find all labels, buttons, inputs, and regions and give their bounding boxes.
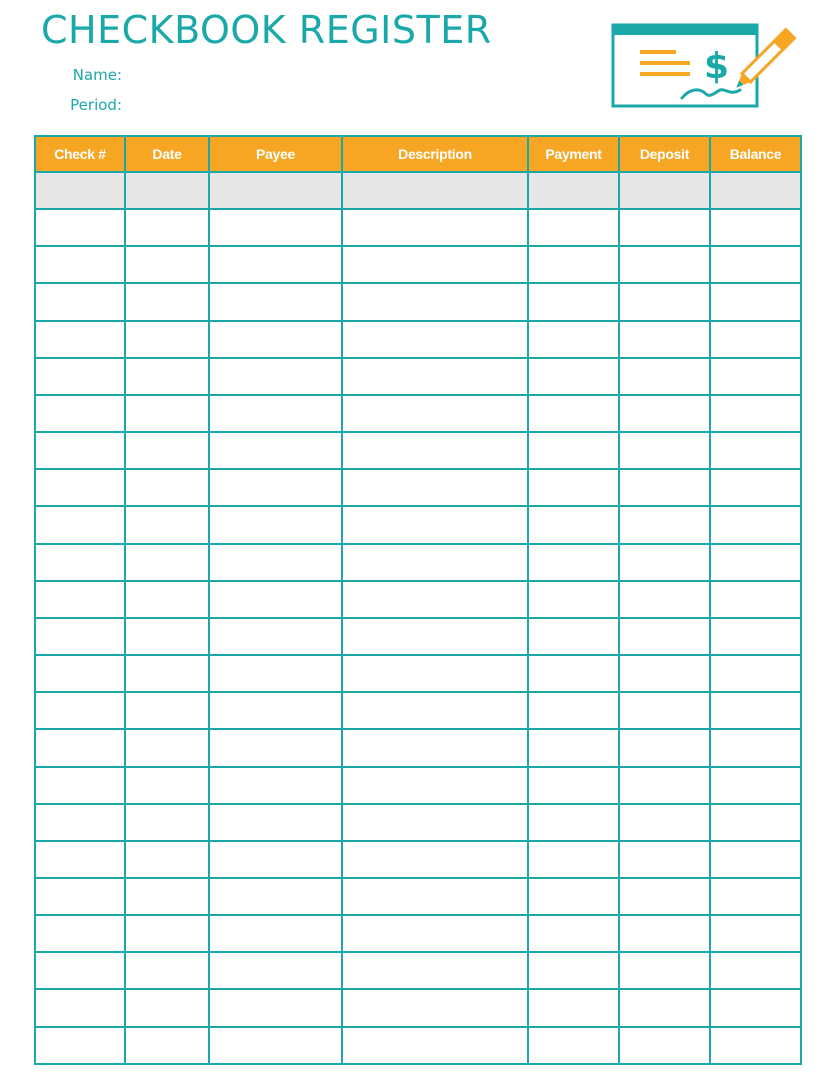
table-cell[interactable]	[125, 841, 209, 878]
table-cell[interactable]	[35, 283, 125, 320]
table-cell[interactable]	[125, 246, 209, 283]
table-cell[interactable]	[619, 172, 710, 209]
table-row	[35, 767, 801, 804]
table-cell[interactable]	[209, 544, 342, 581]
table-cell[interactable]	[342, 581, 528, 618]
table-cell[interactable]	[710, 841, 801, 878]
table-cell[interactable]	[528, 952, 619, 989]
table-row	[35, 915, 801, 952]
table-cell[interactable]	[619, 469, 710, 506]
table-cell[interactable]	[619, 506, 710, 543]
table-cell[interactable]	[619, 767, 710, 804]
register-body	[35, 172, 801, 1064]
table-cell[interactable]	[125, 989, 209, 1026]
table-cell[interactable]	[710, 878, 801, 915]
table-cell[interactable]	[710, 729, 801, 766]
table-cell[interactable]	[528, 283, 619, 320]
column-header-check-number: Check #	[35, 136, 125, 172]
table-cell[interactable]	[35, 209, 125, 246]
table-cell[interactable]	[619, 321, 710, 358]
table-cell[interactable]	[342, 915, 528, 952]
table-cell[interactable]	[528, 172, 619, 209]
table-cell[interactable]	[35, 729, 125, 766]
table-cell[interactable]	[710, 358, 801, 395]
table-cell[interactable]	[528, 544, 619, 581]
table-cell[interactable]	[619, 1027, 710, 1064]
table-cell[interactable]	[710, 581, 801, 618]
table-cell[interactable]	[710, 989, 801, 1026]
table-cell[interactable]	[528, 878, 619, 915]
column-header-payee: Payee	[209, 136, 342, 172]
check-with-pen-icon	[610, 16, 804, 112]
table-cell[interactable]	[35, 469, 125, 506]
table-cell[interactable]	[619, 841, 710, 878]
table-cell[interactable]	[125, 729, 209, 766]
table-cell[interactable]	[125, 469, 209, 506]
table-cell[interactable]	[35, 172, 125, 209]
table-cell[interactable]	[209, 618, 342, 655]
table-cell[interactable]	[342, 246, 528, 283]
table-cell[interactable]	[125, 432, 209, 469]
column-header-deposit: Deposit	[619, 136, 710, 172]
table-cell[interactable]	[710, 469, 801, 506]
table-cell[interactable]	[342, 358, 528, 395]
table-cell[interactable]	[528, 358, 619, 395]
table-row	[35, 581, 801, 618]
table-cell[interactable]	[125, 767, 209, 804]
table-cell[interactable]	[619, 878, 710, 915]
table-cell[interactable]	[619, 915, 710, 952]
table-cell[interactable]	[619, 618, 710, 655]
table-cell[interactable]	[710, 172, 801, 209]
table-row	[35, 283, 801, 320]
table-cell[interactable]	[125, 395, 209, 432]
table-cell[interactable]	[209, 767, 342, 804]
table-cell[interactable]	[342, 1027, 528, 1064]
table-cell[interactable]	[710, 283, 801, 320]
table-cell[interactable]	[125, 358, 209, 395]
table-cell[interactable]	[35, 321, 125, 358]
table-cell[interactable]	[710, 432, 801, 469]
table-cell[interactable]	[35, 358, 125, 395]
table-cell[interactable]	[710, 618, 801, 655]
dollar-symbol: $	[704, 46, 730, 87]
table-row	[35, 432, 801, 469]
table-cell[interactable]	[710, 804, 801, 841]
table-cell[interactable]	[619, 209, 710, 246]
table-cell[interactable]	[342, 283, 528, 320]
table-row	[35, 692, 801, 729]
table-cell[interactable]	[619, 989, 710, 1026]
table-cell[interactable]	[528, 655, 619, 692]
table-cell[interactable]	[209, 395, 342, 432]
table-cell[interactable]	[125, 283, 209, 320]
table-row	[35, 358, 801, 395]
table-cell[interactable]	[125, 692, 209, 729]
table-cell[interactable]	[125, 321, 209, 358]
table-row	[35, 395, 801, 432]
table-cell[interactable]	[209, 841, 342, 878]
table-cell[interactable]	[209, 655, 342, 692]
table-cell[interactable]	[342, 209, 528, 246]
name-label: Name:	[72, 66, 122, 84]
table-cell[interactable]	[619, 358, 710, 395]
table-row	[35, 729, 801, 766]
table-cell[interactable]	[125, 804, 209, 841]
table-cell[interactable]	[35, 544, 125, 581]
column-header-balance: Balance	[710, 136, 801, 172]
table-cell[interactable]	[209, 952, 342, 989]
table-cell[interactable]	[528, 581, 619, 618]
table-cell[interactable]	[209, 432, 342, 469]
table-cell[interactable]	[710, 506, 801, 543]
table-cell[interactable]	[619, 729, 710, 766]
table-cell[interactable]	[528, 729, 619, 766]
period-label: Period:	[70, 96, 122, 114]
column-header-description: Description	[342, 136, 528, 172]
table-cell[interactable]	[35, 989, 125, 1026]
table-row	[35, 952, 801, 989]
table-cell[interactable]	[619, 581, 710, 618]
table-cell[interactable]	[209, 729, 342, 766]
table-cell[interactable]	[342, 804, 528, 841]
table-cell[interactable]	[710, 692, 801, 729]
table-cell[interactable]	[619, 804, 710, 841]
table-cell[interactable]	[342, 395, 528, 432]
table-cell[interactable]	[710, 321, 801, 358]
page-title: CHECKBOOK REGISTER	[41, 8, 492, 52]
table-cell[interactable]	[528, 767, 619, 804]
table-cell[interactable]	[528, 395, 619, 432]
table-row	[35, 544, 801, 581]
table-cell[interactable]	[528, 989, 619, 1026]
table-row	[35, 246, 801, 283]
table-cell[interactable]	[209, 358, 342, 395]
table-cell[interactable]	[710, 915, 801, 952]
table-cell[interactable]	[710, 544, 801, 581]
table-cell[interactable]	[342, 655, 528, 692]
table-cell[interactable]	[619, 432, 710, 469]
table-cell[interactable]	[125, 878, 209, 915]
table-cell[interactable]	[528, 469, 619, 506]
table-cell[interactable]	[342, 618, 528, 655]
table-cell[interactable]	[35, 618, 125, 655]
table-cell[interactable]	[619, 544, 710, 581]
table-cell[interactable]	[209, 915, 342, 952]
table-cell[interactable]	[342, 841, 528, 878]
table-cell[interactable]	[209, 1027, 342, 1064]
table-cell[interactable]	[209, 804, 342, 841]
table-cell[interactable]	[209, 878, 342, 915]
table-cell[interactable]	[619, 395, 710, 432]
column-header-date: Date	[125, 136, 209, 172]
table-cell[interactable]	[209, 506, 342, 543]
table-cell[interactable]	[710, 1027, 801, 1064]
table-cell[interactable]	[209, 321, 342, 358]
table-row	[35, 1027, 801, 1064]
table-cell[interactable]	[209, 172, 342, 209]
table-cell[interactable]	[209, 581, 342, 618]
table-row	[35, 172, 801, 209]
table-row	[35, 989, 801, 1026]
table-cell[interactable]	[209, 283, 342, 320]
table-cell[interactable]	[209, 692, 342, 729]
table-cell[interactable]	[528, 804, 619, 841]
table-cell[interactable]	[619, 283, 710, 320]
table-cell[interactable]	[35, 1027, 125, 1064]
table-cell[interactable]	[342, 544, 528, 581]
table-cell[interactable]	[125, 655, 209, 692]
table-cell[interactable]	[528, 915, 619, 952]
table-cell[interactable]	[125, 1027, 209, 1064]
table-row	[35, 506, 801, 543]
table-cell[interactable]	[209, 989, 342, 1026]
table-cell[interactable]	[528, 432, 619, 469]
table-cell[interactable]	[528, 321, 619, 358]
table-cell[interactable]	[35, 915, 125, 952]
table-cell[interactable]	[35, 692, 125, 729]
table-cell[interactable]	[528, 692, 619, 729]
table-cell[interactable]	[710, 209, 801, 246]
column-header-payment: Payment	[528, 136, 619, 172]
table-cell[interactable]	[619, 952, 710, 989]
table-cell[interactable]	[342, 729, 528, 766]
table-cell[interactable]	[125, 952, 209, 989]
table-cell[interactable]	[710, 395, 801, 432]
table-cell[interactable]	[35, 506, 125, 543]
table-cell[interactable]	[342, 506, 528, 543]
table-cell[interactable]	[342, 767, 528, 804]
table-cell[interactable]	[528, 506, 619, 543]
table-cell[interactable]	[342, 172, 528, 209]
table-cell[interactable]	[125, 581, 209, 618]
table-row	[35, 804, 801, 841]
table-cell[interactable]	[125, 544, 209, 581]
register-table	[34, 135, 802, 1065]
table-cell[interactable]	[342, 989, 528, 1026]
table-cell[interactable]	[35, 841, 125, 878]
table-row	[35, 655, 801, 692]
table-cell[interactable]	[710, 246, 801, 283]
table-cell[interactable]	[710, 952, 801, 989]
table-cell[interactable]	[209, 469, 342, 506]
table-cell[interactable]	[125, 506, 209, 543]
table-cell[interactable]	[710, 767, 801, 804]
table-cell[interactable]	[342, 878, 528, 915]
table-row	[35, 618, 801, 655]
table-row	[35, 321, 801, 358]
table-cell[interactable]	[528, 209, 619, 246]
table-cell[interactable]	[35, 395, 125, 432]
table-cell[interactable]	[35, 432, 125, 469]
table-row	[35, 841, 801, 878]
table-cell[interactable]	[209, 246, 342, 283]
table-row	[35, 469, 801, 506]
table-cell[interactable]	[619, 655, 710, 692]
table-cell[interactable]	[342, 321, 528, 358]
header-row	[35, 136, 801, 172]
table-cell[interactable]	[342, 692, 528, 729]
table-cell[interactable]	[125, 618, 209, 655]
table-cell[interactable]	[528, 246, 619, 283]
table-cell[interactable]	[35, 767, 125, 804]
table-cell[interactable]	[125, 209, 209, 246]
table-cell[interactable]	[35, 878, 125, 915]
table-cell[interactable]	[710, 655, 801, 692]
table-cell[interactable]	[35, 655, 125, 692]
table-cell[interactable]	[35, 246, 125, 283]
table-cell[interactable]	[619, 246, 710, 283]
table-cell[interactable]	[619, 692, 710, 729]
table-cell[interactable]	[125, 915, 209, 952]
table-cell[interactable]	[125, 172, 209, 209]
table-cell[interactable]	[342, 432, 528, 469]
table-row	[35, 878, 801, 915]
table-row	[35, 209, 801, 246]
table-cell[interactable]	[209, 209, 342, 246]
table-cell[interactable]	[528, 841, 619, 878]
table-cell[interactable]	[528, 1027, 619, 1064]
table-cell[interactable]	[35, 804, 125, 841]
table-cell[interactable]	[35, 581, 125, 618]
table-cell[interactable]	[528, 618, 619, 655]
table-cell[interactable]	[35, 952, 125, 989]
table-cell[interactable]	[342, 469, 528, 506]
table-cell[interactable]	[342, 952, 528, 989]
